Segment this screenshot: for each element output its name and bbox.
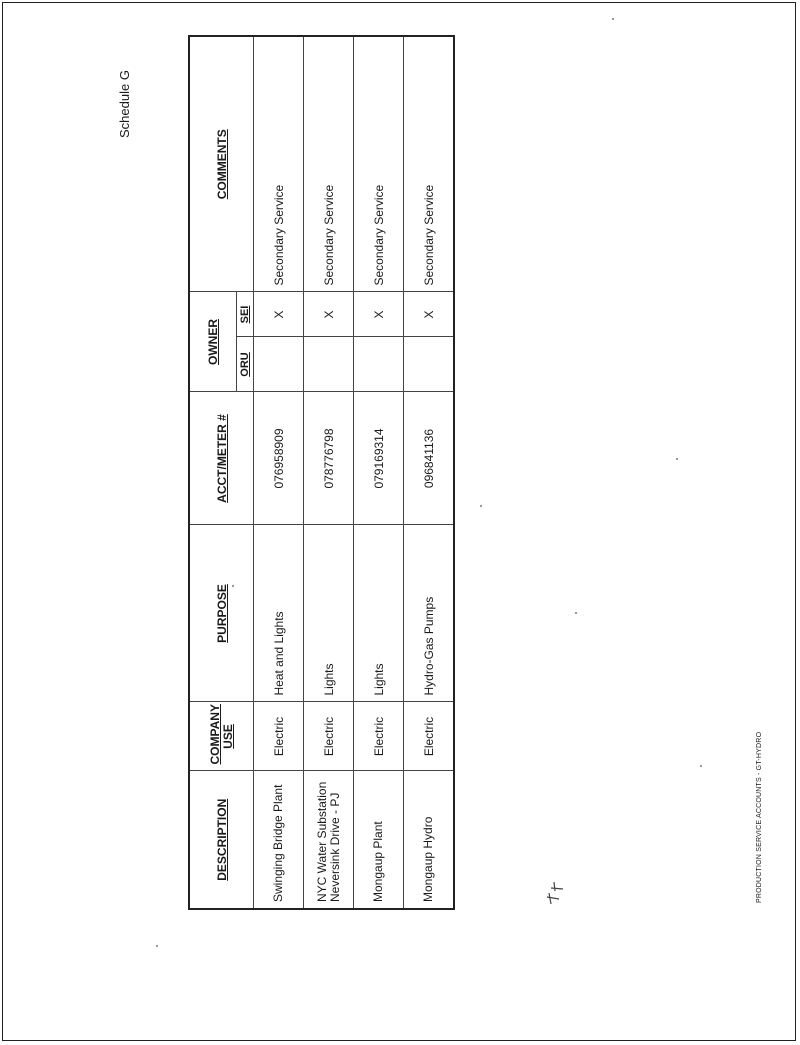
- header-company-use-line2: USE: [220, 724, 235, 749]
- header-acct-meter: ACCT/METER #: [189, 392, 254, 525]
- header-company-use-line1: COMPANY: [207, 704, 222, 765]
- cell-company-use: Electric: [254, 702, 304, 771]
- cell-owner-oru: [304, 337, 354, 392]
- header-owner-sei: SEI: [237, 292, 254, 337]
- table-header: [189, 36, 254, 909]
- scan-speck: [232, 585, 234, 587]
- header-owner: OWNER: [189, 292, 237, 392]
- cell-acct-meter: 078776798: [304, 392, 354, 525]
- cell-owner-sei: X: [304, 292, 354, 337]
- table-row: [354, 36, 404, 909]
- cell-owner-sei: X: [254, 292, 304, 337]
- cell-acct-meter: 07695890​9: [254, 392, 304, 525]
- description-line2: Neversink Drive - PJ: [327, 792, 342, 902]
- header-comments: COMMENTS: [189, 36, 254, 292]
- cell-purpose: Hydro-Gas Pumps: [404, 525, 455, 702]
- description-line1: NYC Water Substation: [314, 781, 329, 902]
- cell-company-use: Electric: [354, 702, 404, 771]
- cell-company-use: Electric: [404, 702, 455, 771]
- description-line1: Mongaup Plant: [371, 821, 385, 902]
- table-row: [254, 36, 304, 909]
- cell-purpose: Lights: [354, 525, 404, 702]
- description-line1: Swinging Bridge Plant: [271, 784, 285, 902]
- cell-owner-sei: X: [354, 292, 404, 337]
- cell-comments: Secondary Service: [354, 36, 404, 292]
- cell-description: [404, 771, 455, 909]
- schedule-table: [188, 35, 455, 910]
- cell-description: [354, 771, 404, 909]
- scan-speck: [612, 18, 614, 20]
- header-purpose: PURPOSE: [189, 525, 254, 702]
- cell-description: [304, 771, 354, 909]
- cell-owner-oru: [404, 337, 455, 392]
- cell-comments: Secondary Service: [304, 36, 354, 292]
- cell-comments: Secondary Service: [404, 36, 455, 292]
- scan-speck: [700, 765, 702, 767]
- description-line1: Mongaup Hydro: [421, 816, 435, 902]
- table-row: [304, 36, 354, 909]
- schedule-title: Schedule G: [117, 70, 132, 138]
- footer-text: PRODUCTION SERVICE ACCOUNTS - GT-HYDRO: [756, 731, 763, 903]
- cell-owner-oru: [354, 337, 404, 392]
- cell-purpose: Heat and Lights: [254, 525, 304, 702]
- scan-speck: [575, 612, 577, 614]
- cell-company-use: Electric: [304, 702, 354, 771]
- cell-owner-sei: X: [404, 292, 455, 337]
- scan-speck: [480, 505, 482, 507]
- table-body: [254, 36, 455, 909]
- cell-acct-meter: 096841136: [404, 392, 455, 525]
- cell-owner-oru: [254, 337, 304, 392]
- cell-purpose: Lights: [304, 525, 354, 702]
- table-row: [404, 36, 455, 909]
- header-company-use: [189, 702, 254, 771]
- scan-speck: [156, 945, 158, 947]
- cell-acct-meter: 079169314: [354, 392, 404, 525]
- header-owner-oru: ORU: [237, 337, 254, 392]
- handwritten-mark: [545, 879, 567, 907]
- header-description: DESCRIPTION: [189, 771, 254, 909]
- cell-description: [254, 771, 304, 909]
- scan-speck: [676, 458, 678, 460]
- cell-comments: Secondary Service: [254, 36, 304, 292]
